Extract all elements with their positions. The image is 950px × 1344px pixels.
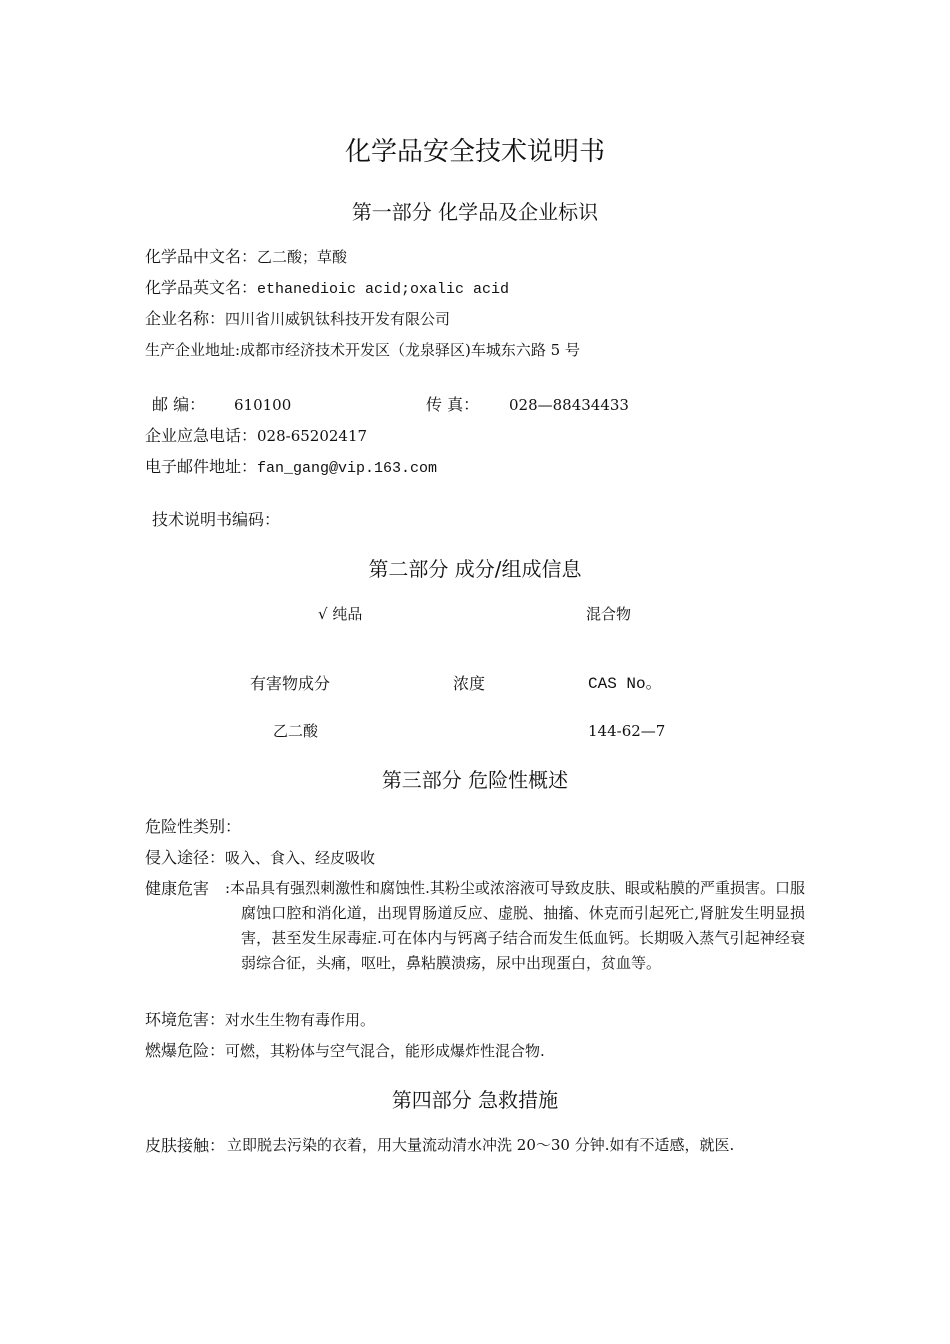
email-row <box>145 453 437 483</box>
fax-label: 传 真： <box>426 395 480 414</box>
route-label: 侵入途径： <box>145 848 226 867</box>
section-heading-part3: 第三部分 危险性概述 <box>381 768 569 792</box>
company-value: 四川省川威钒钛科技开发有限公司 <box>225 310 451 328</box>
section-heading-part1: 第一部分 化学品及企业标识 <box>351 200 599 224</box>
emergency-label: 企业应急电话： <box>145 426 258 445</box>
company-row <box>145 305 450 333</box>
health-value-text: :本品具有强烈刺激性和腐蚀性.其粉尘或浓溶液可导致皮肤、眼或粘膜的严重损害。口服腐蚀口腔和消化道，出现胃肠道反应、虚脱、抽搐、休克而引起死亡,肾脏发生明显损害，甚至发生尿毒症.可在体内与钙离子结合而发生低血钙。长期吸入蒸气引起神经衰弱综合征，头痛，呕吐，鼻粘膜溃疡，尿中出现蛋白，贫血等。 <box>225 879 805 972</box>
cn-name-row <box>145 243 347 271</box>
fax-value: 028—88434433 <box>509 396 629 414</box>
route-row <box>145 844 375 872</box>
skin-label: 皮肤接触： <box>145 1136 226 1155</box>
address-line: 生产企业地址:成都市经济技术开发区（龙泉驿区)车城东六路 5 号 <box>145 341 580 359</box>
skin-value: 立即脱去污染的衣着，用大量流动清水冲洗 20～30 分钟.如有不适感，就医. <box>227 1136 735 1154</box>
email-value: fan_gang@vip.163.com <box>257 460 438 477</box>
skin-contact-paragraph <box>145 1133 805 1158</box>
mixture-option: 混合物 <box>586 605 632 623</box>
fire-label: 燃爆危险： <box>145 1041 226 1060</box>
table-header-concentration: 浓度 <box>453 674 486 693</box>
fire-value: 可燃，其粉体与空气混合，能形成爆炸性混合物. <box>225 1042 545 1060</box>
health-hazard-paragraph <box>145 876 805 976</box>
table-header-cas: CAS No。 <box>588 675 662 693</box>
cn-name-label: 化学品中文名： <box>145 247 258 266</box>
env-value: 对水生生物有毒作用。 <box>225 1011 376 1029</box>
emergency-value: 028-65202417 <box>257 427 368 445</box>
company-label: 企业名称： <box>145 309 226 328</box>
hazard-category-label: 危险性类别： <box>145 817 242 836</box>
health-label: 健康危害 <box>145 879 210 898</box>
fire-row <box>145 1037 545 1065</box>
emergency-row <box>145 422 367 450</box>
table-cell-component: 乙二酸 <box>273 722 319 740</box>
email-label: 电子邮件地址： <box>145 457 258 476</box>
route-value: 吸入、食入、经皮吸收 <box>225 849 376 867</box>
section-heading-part4: 第四部分 急救措施 <box>391 1088 559 1112</box>
en-name-label: 化学品英文名： <box>145 278 258 297</box>
table-header-component: 有害物成分 <box>250 674 331 693</box>
section-heading-part2: 第二部分 成分/组成信息 <box>368 557 582 581</box>
en-name-value: ethanedioic acid;oxalic acid <box>257 281 510 298</box>
postcode-value: 610100 <box>234 396 292 414</box>
postcode-label: 邮 编： <box>152 395 206 414</box>
document-title: 化学品安全技术说明书 <box>344 137 605 167</box>
code-label: 技术说明书编码： <box>152 510 281 529</box>
health-value <box>225 876 805 976</box>
cn-name-value: 乙二酸；草酸 <box>257 248 348 266</box>
env-row <box>145 1006 375 1034</box>
pure-option: √ 纯品 <box>318 605 363 623</box>
env-label: 环境危害： <box>145 1010 226 1029</box>
en-name-row <box>145 274 509 304</box>
table-cell-cas: 144-62—7 <box>588 722 666 740</box>
